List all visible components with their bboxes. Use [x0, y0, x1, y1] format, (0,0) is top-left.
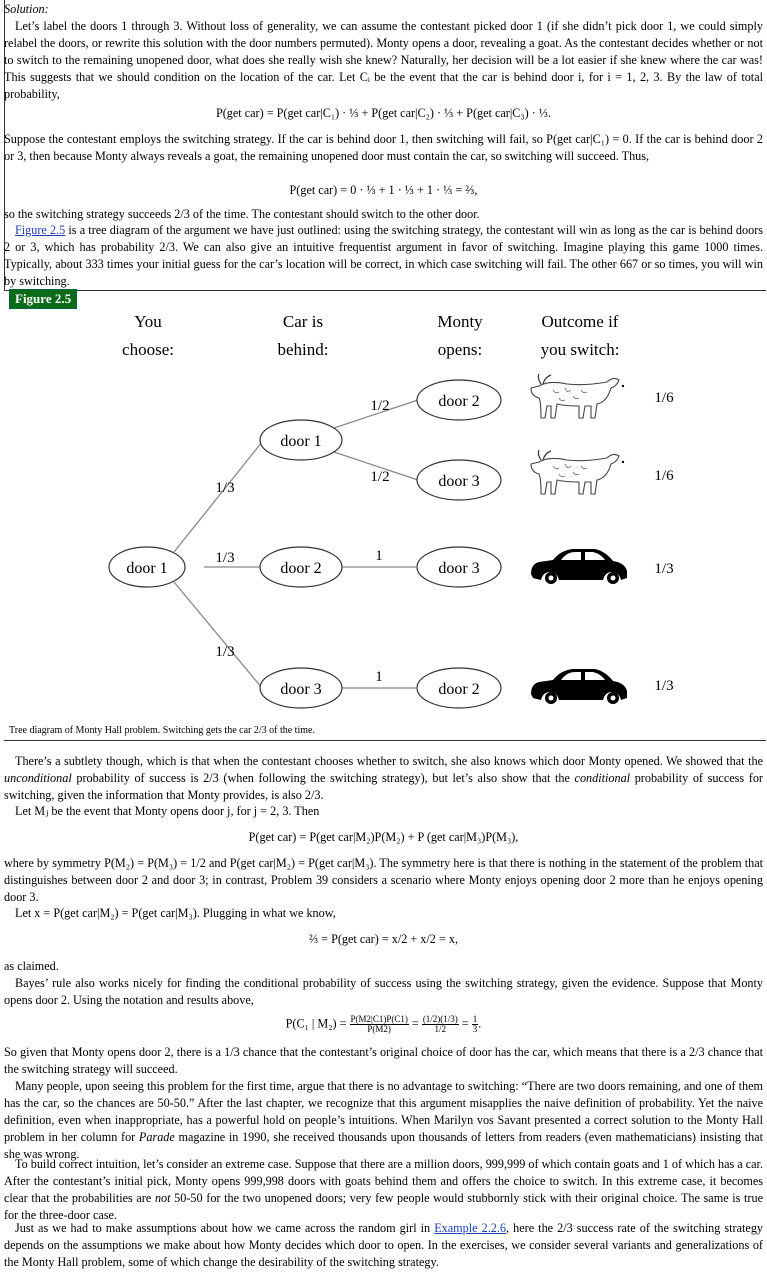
car-icon [531, 669, 627, 704]
bayes-f3-den: 3 [472, 1024, 478, 1034]
paragraph-14-a: Just as we had to make assumptions about how we came across the random girl in [15, 1221, 435, 1235]
paragraph-12-b: magazine in 1990, she received thousands upon thousands of letters from readers (even mathematicians) insisting that she was wrong. [4, 1130, 763, 1161]
paragraph-12-em: Parade [138, 1130, 175, 1144]
paragraph-13-a: To build correct intuition, let’s consider an extreme case. Suppose that there are a million doors, 999,999 of which contain goats and 1 of which has a car. After the contestant’s initial pick, Monty opens 999,998 doors with goats behind them and offers the choice to switch. In this extreme case, it becomes clear that the probabilities are [4, 1157, 763, 1205]
paragraph-10: Bayes’ rule also works nicely for finding the conditional probability of success using the switching strategy, given the evidence. Suppose that Monty opens door 2. Using the notation and results above, [4, 976, 763, 1007]
prob-car-door2: 1/3 [215, 550, 235, 566]
paragraph-6: Let Mⱼ be the event that Monty opens door j, for j = 2, 3. Then [15, 804, 320, 818]
bayes-f1-num: P(M2|C1)P(C1) [350, 1014, 408, 1024]
header-choose: choose: [122, 340, 174, 359]
bayes-fraction-2 [422, 1015, 459, 1034]
paragraph-4 [4, 222, 763, 290]
equation-4: ⅔ = P(get car) = x/2 + x/2 = x, [308, 932, 458, 946]
example-2-2-6-link[interactable]: Example 2.2.6 [434, 1221, 507, 1235]
final-prob-1: 1/6 [654, 390, 674, 406]
header-behind: behind: [277, 340, 329, 359]
header-outcome-if: Outcome if [541, 312, 619, 331]
header-monty: Monty [437, 312, 483, 331]
paragraph-14-b: , here the 2/3 success rate of the switching strategy depends on the assumptions we make about how Monty decides which door to open. In the exercises, we consider several variants and generalizations of the Monty Hall problem, some of which change the desirability of the switching strategy. [4, 1221, 764, 1269]
paragraph-13-em: not [154, 1191, 171, 1205]
header-you: You [134, 312, 162, 331]
prob-car-door1: 1/3 [215, 480, 235, 496]
paragraph-5 [4, 753, 763, 804]
prob-monty-door3-b: 1 [375, 548, 383, 564]
header-opens: opens: [437, 340, 483, 359]
figure-bottom-rule [4, 740, 766, 741]
equation-1: P(get car) = P(get car|C₁) · ⅓ + P(get car|C₂) · ⅓ + P(get car|C₃) · ⅓. [215, 106, 552, 120]
node-monty-door3-a-label: door 3 [438, 473, 480, 490]
equation-3: P(get car) = P(get car|M₂)P(M₂) + P (get car|M₃)P(M₃), [248, 830, 519, 844]
goat-icon [531, 450, 624, 494]
final-prob-3: 1/3 [654, 561, 674, 577]
paragraph-9: as claimed. [4, 959, 59, 973]
paragraph-13-b: 50-50 for the two unopened doors; very few people would stubbornly stick with their original choice. The same is true for the three-door case. [4, 1191, 763, 1222]
solution-label: Solution: [4, 2, 49, 16]
edge-root-door1 [174, 442, 262, 552]
bayes-f3-num: 1 [472, 1014, 478, 1024]
paragraph-3: so the switching strategy succeeds 2/3 of the time. The contestant should switch to the other door. [4, 207, 480, 221]
bayes-f2-num: (1/2)(1/3) [422, 1014, 458, 1024]
node-car-door2-label: door 2 [280, 560, 322, 577]
paragraph-14 [4, 1220, 763, 1271]
figure-label: Figure 2.5 [9, 289, 77, 309]
node-monty-door2-b-label: door 2 [438, 681, 480, 698]
node-car-door3-label: door 3 [280, 681, 322, 698]
paragraph-1: Let’s label the doors 1 through 3. Without loss of generality, we can assume the contestant picked door 1 (if she didn’t pick door 1, we could simply relabel the doors, or rewrite this solution with the door numbers permuted). Monty opens a door, revealing a goat. As the contestant decides whether or not to switch to the remaining unopened door, what does she really wish she knew? Naturally, her decision will be a lot easier if she knew where the car was! This suggests that we should condition on the location of the car. Let Cᵢ be the event that the car is behind door i, for i = 1, 2, 3. By the law of total probability, [4, 19, 763, 101]
header-you-switch: you switch: [540, 340, 620, 359]
equation-5: P(C₁ | M₂) = $\frac{P(M2|C1)P(C1)}{P(M2)}$ = $\frac{(1/2)(1/3)}{1/2}$ = $\frac{1}{3}$ . [285, 1014, 482, 1034]
bayes-fraction-3 [472, 1015, 479, 1034]
node-root-label: door 1 [126, 560, 168, 577]
equation-2: P(get car) = 0 · ⅓ + 1 · ⅓ + 1 · ⅓ = ⅔, [289, 183, 478, 197]
paragraph-8: Let x = P(get car|M₂) = P(get car|M₃). Plugging in what we know, [15, 906, 336, 920]
paragraph-5-c: probability of success for switching, given the information that Monty provides, is also 2/3. [4, 771, 763, 802]
paragraph-5-em1: unconditional [4, 771, 72, 785]
paragraph-4-text: is a tree diagram of the argument we have just outlined: using the switching strategy, the contestant will win as long as the car is behind doors 2 or 3, which has probability 2/3. We can also give an intuitive frequentist argument in favor of switching. Imagine playing this game 1000 times. Typically, about 333 times your initial guess for the car’s location will be correct, in which case switching will fail. The other 667 or so times, you will win by switching. [4, 223, 763, 288]
bayes-lhs: P(C₁ | M₂) = [285, 1016, 347, 1031]
node-monty-door2-a-label: door 2 [438, 393, 480, 410]
node-car-door1-label: door 1 [280, 433, 322, 450]
edge-root-door3 [174, 582, 262, 688]
goat-icon [531, 374, 624, 418]
paragraph-12 [4, 1078, 763, 1163]
paragraph-7: where by symmetry P(M₂) = P(M₃) = 1/2 and P(get car|M₂) = P(get car|M₃). The symmetry here is that there is nothing in the statement of the problem that distinguishes between door 2 and door 3; in contrast, Problem 39 considers a scenario where Monty enjoys opening door 2 more than he enjoys opening door 3. [4, 856, 763, 904]
header-car-is: Car is [282, 312, 324, 331]
prob-car-door3: 1/3 [215, 644, 235, 660]
paragraph-13 [4, 1156, 763, 1224]
node-monty-door3-b-label: door 3 [438, 560, 480, 577]
paragraph-5-a: There’s a subtlety though, which is that when the contestant chooses whether to switch, she also knows which door Monty opened. We showed that the [15, 754, 763, 768]
figure-2-5-link[interactable]: Figure 2.5 [15, 223, 66, 237]
bayes-f1-den: P(M2) [367, 1024, 391, 1034]
prob-monty-door2-b: 1 [375, 669, 383, 685]
paragraph-12-a: Many people, upon seeing this problem for the first time, argue that there is no advantage to switching: “There are two doors remaining, and one of them has the car, so the chances are 50-50.” After the last chapter, we recognize that this argument misapplies the naive definition of probability. Yet the naive definition, even when inappropriate, has a powerful hold on people’s intuitions. When Marilyn vos Savant presented a correct solution to the Monty Hall problem in her column for [4, 1079, 763, 1144]
car-icon [531, 549, 627, 584]
paragraph-5-em2: conditional [574, 771, 631, 785]
final-prob-2: 1/6 [654, 468, 674, 484]
prob-monty-door3-a: 1/2 [370, 469, 390, 485]
figure-caption: Tree diagram of Monty Hall problem. Switching gets the car 2/3 of the time. [9, 725, 315, 736]
bayes-f2-den: 1/2 [434, 1024, 447, 1034]
bayes-fraction-1 [350, 1015, 409, 1034]
paragraph-5-b: probability of success is 2/3 (when following the switching strategy), but let’s also show that the [71, 771, 575, 785]
prob-monty-door2-a: 1/2 [370, 398, 390, 414]
final-prob-4: 1/3 [654, 678, 674, 694]
paragraph-11: So given that Monty opens door 2, there is a 1/3 chance that the contestant’s original choice of door has the car, which means that there is a 2/3 chance that the switching strategy will succeed. [4, 1045, 763, 1076]
tree-diagram [0, 290, 767, 730]
paragraph-2: Suppose the contestant employs the switching strategy. If the car is behind door 1, then switching will fail, so P(get car|C₁) = 0. If the car is behind door 2 or 3, then because Monty always reveals a goat, the remaining unopened door must contain the car, so switching will succeed. Thus, [4, 132, 763, 163]
